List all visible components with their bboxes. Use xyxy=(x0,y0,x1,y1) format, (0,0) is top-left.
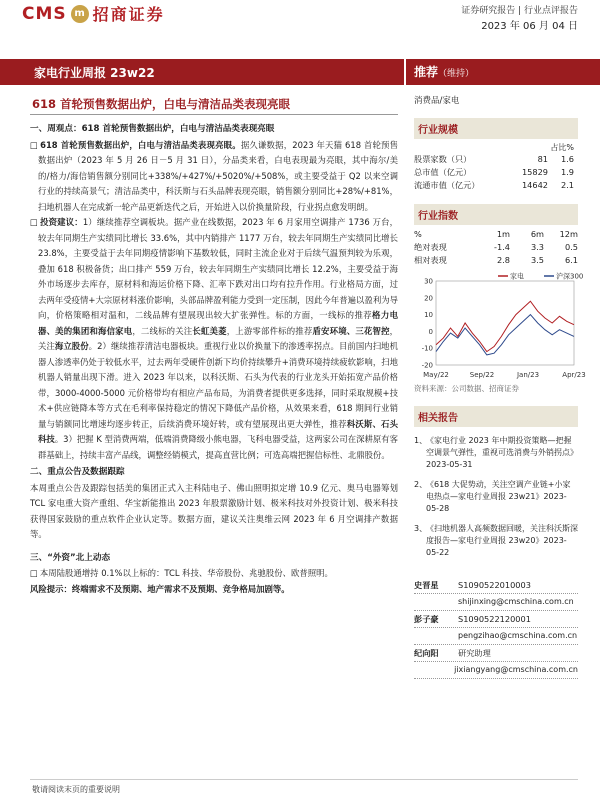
analyst-name xyxy=(414,664,454,676)
paragraph-1-lead: 618 首轮预售数据出炉，白电与清洁品类表现亮眼。 xyxy=(40,139,241,150)
footer-note: 敬请阅读末页的重要说明 xyxy=(32,785,120,794)
risk-warning-text: 风险提示：终端需求不及预期、地产需求不及预期、竞争格局加剧等。 xyxy=(30,583,290,594)
scale-share: 1.6 xyxy=(560,154,574,164)
paragraph-2-text: ，上游零部件标的推荐 xyxy=(226,325,313,336)
analyst-info: jixiangyang@cmschina.com.cn xyxy=(454,665,578,674)
x-tick-label: Sep/22 xyxy=(469,371,495,379)
plot-frame xyxy=(436,281,574,365)
logo-badge-icon: m xyxy=(71,5,89,23)
scale-row xyxy=(414,166,578,179)
analyst-info: S1090522010003 xyxy=(458,580,531,590)
index-1m: 2.8 xyxy=(496,255,510,265)
rating-note: （维持） xyxy=(438,69,475,79)
related-report-title: 《618 大促势动，关注空调产业链+小家电热点—家电行业周报 23w21》2023-05-28 xyxy=(426,480,571,513)
footer-divider xyxy=(30,779,578,780)
index-chart xyxy=(414,271,586,381)
industry-scale-table xyxy=(414,153,578,192)
index-col: 6m xyxy=(530,229,544,239)
paragraph-2-text: ，关注 xyxy=(38,325,399,351)
paragraph-1 xyxy=(30,138,398,216)
stock-highlight: 海立股份 xyxy=(54,341,89,351)
main-body xyxy=(30,120,398,597)
rating-label: 推荐 xyxy=(414,65,439,79)
rating xyxy=(414,63,474,80)
y-tick-label: -20 xyxy=(421,361,433,370)
index-chart-svg xyxy=(414,271,586,381)
y-tick-label: 30 xyxy=(424,277,433,286)
index-label: 相对表现 xyxy=(414,255,447,265)
related-report-item xyxy=(414,435,578,471)
analyst-row xyxy=(414,628,578,645)
related-report-title: 《家电行业 2023 年中期投资策略—把握空调景气弹性，重视可选消费与外销拐点》2023-05-31 xyxy=(426,436,578,469)
logo-text: CMS xyxy=(22,3,67,24)
index-table-header xyxy=(414,228,578,241)
chart-source: 资料来源：公司数据、招商证券 xyxy=(414,384,519,393)
x-tick-label: Apr/23 xyxy=(562,371,586,379)
logo-chinese: 招商证券 xyxy=(92,5,165,24)
related-reports-heading: 相关报告 xyxy=(414,406,578,427)
scale-value: 15829 xyxy=(521,167,548,177)
paragraph-4 xyxy=(30,566,398,582)
analyst-list xyxy=(414,577,578,679)
stock-highlight: 科沃斯、石头科技 xyxy=(38,418,399,444)
paragraph-2 xyxy=(30,215,398,463)
index-label: 绝对表现 xyxy=(414,242,447,252)
bullet-icon: □ xyxy=(30,568,38,578)
related-report-item xyxy=(414,523,578,559)
index-6m: 3.5 xyxy=(530,255,544,265)
scale-label: 流通市值（亿元） xyxy=(414,180,480,190)
industry-scale-heading: 行业规模 xyxy=(414,118,578,139)
scale-share: 1.9 xyxy=(560,167,574,177)
stock-highlight: 格力电器、美的集团和海信家电 xyxy=(38,310,399,336)
analyst-info: pengzihao@cmschina.com.cn xyxy=(458,631,578,640)
paragraph-2-text: 。3）把握 K 型消费两端，低端消费降级小熊电器，飞科电器受益，这两家公司在深耕原有客群基础上，持续丰富产品线，调整经销模式，提高直营比例；可选高端把握信标性、北鼎股份。 xyxy=(38,434,398,460)
paragraph-2-text: 。2）继续推荐清洁电器板块。重视行业以价换量下的渗透率拐点。目前国内扫地机器人渗透率仍处于较低水平，过去两年受硬件创新下均价持续攀升+消费环境持续疲软影响，扫地机器人销量出现下滑。进入 2023 年以来，以科沃斯、石头为代表的行业龙头开始拓宽产品价格带，3000-4000-5000 元价格带均有相应产品布局，为消费者提供更多选择，同时采取规模+技术+供应链降本等方式在毛利率保持稳定的情况下降低产品价格，从效果来看，618 期间行业销量与销额同比增速均逐步转正，后续消费环境好转，或有望展现出更大弹性，推荐 xyxy=(38,341,399,429)
related-report-item xyxy=(414,479,578,515)
scale-unit: 占比% xyxy=(550,143,574,152)
legend-label: 家电 xyxy=(510,272,524,281)
report-type: 证券研究报告 | 行业点评报告 xyxy=(461,6,578,16)
scale-row xyxy=(414,179,578,192)
legend-label: 沪深300 xyxy=(556,272,584,281)
report-headline: 618 首轮预售数据出炉，白电与清洁品类表现亮眼 xyxy=(32,97,291,111)
index-6m: 3.3 xyxy=(530,242,544,252)
analyst-info: shijinxing@cmschina.com.cn xyxy=(458,597,574,606)
x-tick-label: May/22 xyxy=(423,371,449,379)
index-col: 1m xyxy=(496,229,510,239)
sidebar xyxy=(414,90,586,679)
stock-highlight: 盾安环境、三花智控 xyxy=(312,325,390,336)
index-row xyxy=(414,241,578,254)
report-series-title: 家电行业周报 23w22 xyxy=(34,66,155,80)
index-12m: 0.5 xyxy=(564,242,578,252)
analyst-name: 彭子豪 xyxy=(414,614,439,624)
paragraph-2-text: ，二线标的关注 xyxy=(132,325,193,336)
company-logo xyxy=(22,2,165,25)
scale-label: 总市值（亿元） xyxy=(414,167,472,177)
analyst-row xyxy=(414,611,578,628)
top-bar xyxy=(0,0,600,40)
series-line-industry xyxy=(436,301,574,351)
related-report-number: 1、 xyxy=(414,436,428,445)
scale-value: 14642 xyxy=(521,180,548,190)
analyst-name: 史晋星 xyxy=(414,580,439,590)
y-tick-label: -10 xyxy=(421,344,433,353)
analyst-name: 纪向阳 xyxy=(414,648,439,658)
paragraph-1-text: 据久谦数据，2023 年天猫 618 首轮预售数据出炉（2023 年 5 月 26 日－5 月 31 日），分品类来看，白电表现最为亮眼，其中海尔/美的/格力/海信销售额分别同比+338%/+427%/+5020%/+508%，或主要受益于 Q2 以来空调行业的持续高景气；清洁品类中，科沃斯与石头品牌表现亮眼，销售额分别同比+28%/+81%，扫地机器人在完成新一轮产品更新迭代之后，开始进入以价换量阶段，行业拐点愈发明朗。 xyxy=(38,139,398,212)
related-report-title: 《扫地机器人高频数据回暖，关注科沃斯深度报告—家电行业周报 23w20》2023-05-22 xyxy=(426,524,578,557)
index-col: 12m xyxy=(559,229,578,239)
scale-label: 股票家数（只） xyxy=(414,154,472,164)
risk-warning xyxy=(30,582,398,598)
bullet-icon: □ xyxy=(30,217,39,227)
paragraph-3: 本周重点公告及跟踪包括美的集团正式入主科陆电子、佛山照明拟定增 10.9 亿元、奥马电器筹划 TCL 家电重大资产重组、华宝新能推出 2023 年股票激励计划、极米科技对外投资计划、极米科技获得国家鼓励的重点软件企业认定等。数据方面，建议关注奥维云网 2023 年 6 月空调排产数据等。 xyxy=(30,482,398,539)
industry-label: 消费品/家电 xyxy=(414,96,460,106)
industry-index-table xyxy=(414,241,578,267)
industry-index-heading: 行业指数 xyxy=(414,204,578,225)
stock-highlight: 长虹美菱 xyxy=(192,325,227,336)
related-reports-list xyxy=(414,435,578,559)
index-12m: 6.1 xyxy=(564,255,578,265)
y-tick-label: 20 xyxy=(424,294,433,303)
scale-share: 2.1 xyxy=(560,180,574,190)
analyst-name xyxy=(414,630,458,642)
paragraph-2-text: 1）继续推荐空调板块。据产业在线数据，2023 年 6 月家用空调排产 1736 万台，较去年同期生产实绩同比增长 33.6%，其中内销排产 1177 万台，较去年同期生产实绩同比增长 23.8%，主要受益于去年同期疫情影响下基数较低，同时主流企业对于后续气温预判较为乐观，叠加 618 积极备货；出口排产 559 万台，较去年同期生产实绩同比增长 12.2%，主要受益于海外市场逐步去库存，原材料和海运价格下降、汇率下跌对出口均有拉升作用。行业格局方面，过去两年受疫情+大宗原材料涨价影响，头部品牌盈利能力受到一定压制，因此今年普遍以盈利为导向，价格策略相对温和，二线品牌有望展现出较大扩张弹性。标的方面，一线标的推荐 xyxy=(38,217,399,320)
analyst-info: S1090522120001 xyxy=(458,614,531,624)
scale-value: 81 xyxy=(537,154,548,164)
headline-divider xyxy=(30,114,398,115)
header-divider xyxy=(404,59,406,85)
analyst-info: 研究助理 xyxy=(458,648,491,658)
scale-row xyxy=(414,153,578,166)
y-tick-label: 10 xyxy=(424,311,433,320)
related-report-number: 2、 xyxy=(414,480,428,489)
report-date: 2023 年 06 月 04 日 xyxy=(481,21,578,32)
paragraph-2-lead: 投资建议： xyxy=(40,217,83,227)
analyst-row xyxy=(414,662,578,679)
section-2-title: 二、重点公告及数据跟踪 xyxy=(30,467,125,477)
related-report-number: 3、 xyxy=(414,524,428,533)
bullet-icon: □ xyxy=(30,139,39,150)
index-1m: -1.4 xyxy=(494,242,510,252)
analyst-name xyxy=(414,596,458,608)
section-3-title: 三、“外资”北上动态 xyxy=(30,552,111,563)
index-col: % xyxy=(414,229,422,239)
section-1-title: 一、周观点：618 首轮预售数据出炉，白电与清洁品类表现亮眼 xyxy=(30,124,275,134)
x-tick-label: Jan/23 xyxy=(516,371,540,379)
analyst-row xyxy=(414,577,578,594)
y-tick-label: 0 xyxy=(428,327,433,336)
analyst-row xyxy=(414,645,578,662)
paragraph-4-text: 本周陆股通增持 0.1%以上标的：TCL 科技、华帝股份、兆驰股份、欧普照明。 xyxy=(39,568,333,578)
index-row xyxy=(414,254,578,267)
analyst-row xyxy=(414,594,578,611)
